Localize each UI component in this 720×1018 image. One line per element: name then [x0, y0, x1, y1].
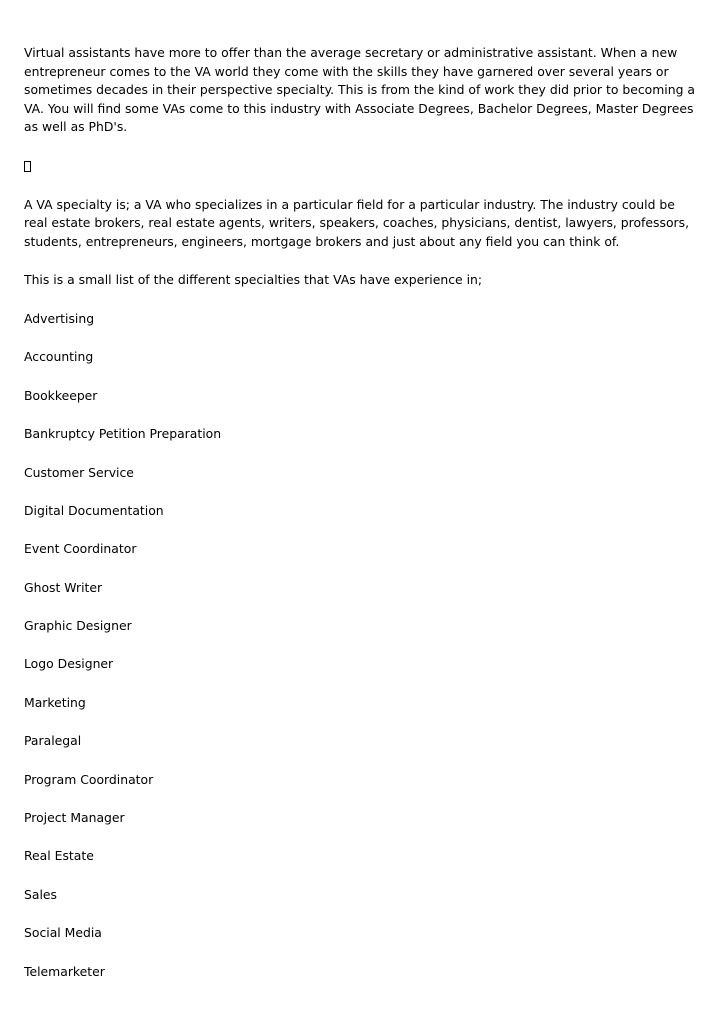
list-item: Advertising: [24, 310, 95, 326]
list-item: Digital Documentation: [24, 502, 164, 518]
list-item: Graphic Designer: [24, 618, 132, 634]
list-item: Logo Designer: [24, 656, 114, 672]
specialty-list: [24, 310, 700, 981]
document-page: [24, 44, 700, 1001]
list-item: Paralegal: [24, 733, 82, 749]
list-item: Sales: [24, 886, 57, 902]
list-intro: This is a small list of the different specialties that VAs have experience in;: [24, 272, 483, 288]
intro-paragraph: Virtual assistants have more to offer than the average secretary or administrative assistant. When a new entrepreneur comes to the VA world they come with the skills they have garnered over several years or sometimes decades in their perspective specialty. This is from the kind of work they did prior to becoming a VA. You will find some VAs come to this industry with Associate Degrees, Bachelor Degrees, Master Degrees as well as PhD's.: [24, 45, 695, 135]
list-item: Bookkeeper: [24, 387, 98, 403]
list-item: Real Estate: [24, 848, 94, 864]
list-item: Customer Service: [24, 464, 134, 480]
list-item: Social Media: [24, 925, 102, 941]
list-item: Ghost Writer: [24, 579, 103, 595]
missing-glyph-line: [24, 157, 700, 176]
list-item: Marketing: [24, 694, 86, 710]
list-item: Event Coordinator: [24, 541, 137, 557]
list-item: Program Coordinator: [24, 771, 154, 787]
missing-glyph-icon: [24, 161, 31, 172]
list-item: Bankruptcy Petition Preparation: [24, 426, 222, 442]
specialty-paragraph: A VA specialty is; a VA who specializes in a particular field for a particular industry. The industry could be real estate brokers, real estate agents, writers, speakers, coaches, physicians, dentist, lawyers, professors, students, entrepreneurs, engineers, mortgage brokers and just about any field you can think of.: [24, 196, 690, 249]
list-item: Telemarketer: [24, 963, 105, 979]
list-item: Accounting: [24, 349, 94, 365]
list-item: Project Manager: [24, 810, 125, 826]
